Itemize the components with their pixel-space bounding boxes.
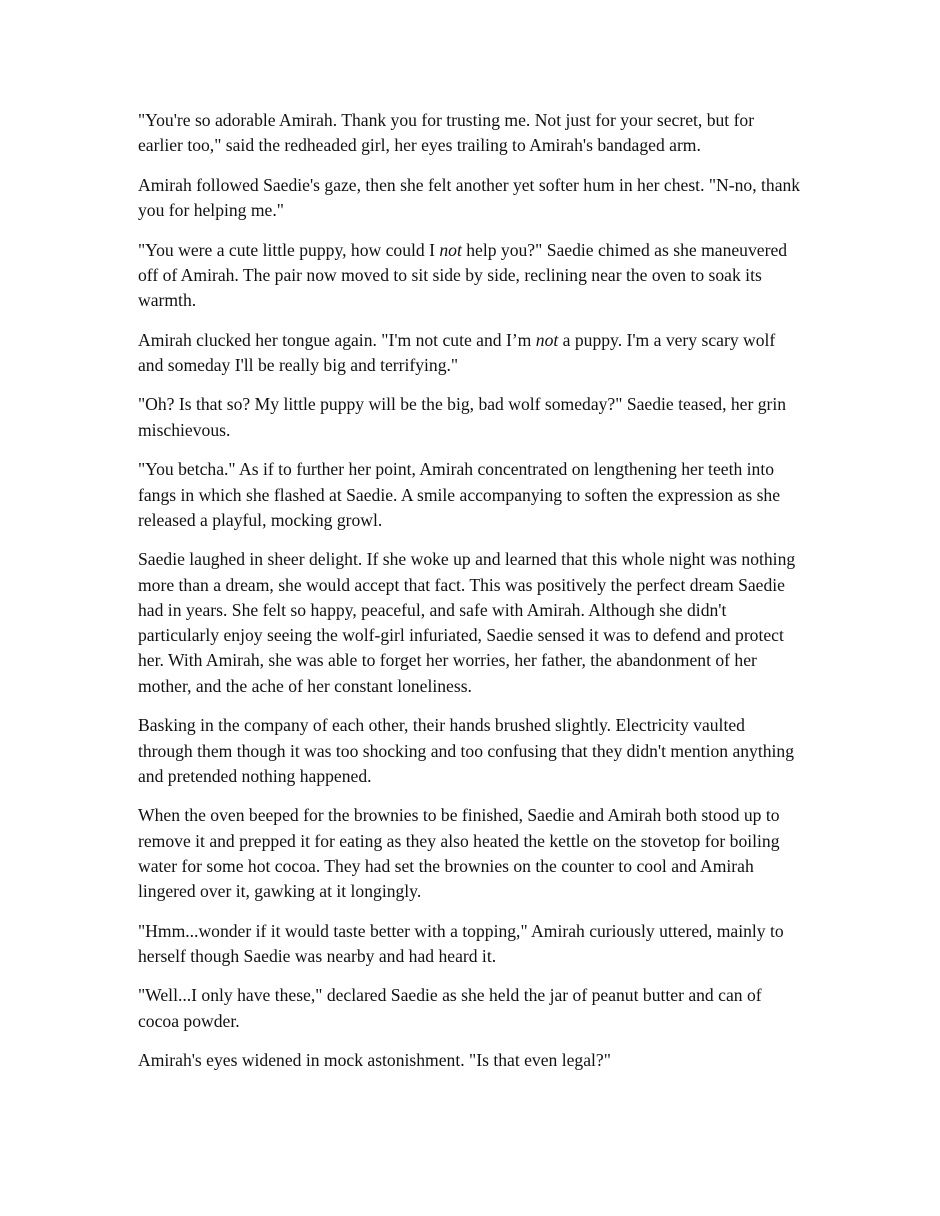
paragraph-4-emphasis: not bbox=[535, 329, 559, 350]
paragraph-7 bbox=[138, 547, 802, 699]
paragraph-10 bbox=[138, 919, 802, 970]
paragraph-4-text-a: Amirah clucked her tongue again. "I'm not cute and I’m bbox=[138, 329, 536, 350]
paragraph-11 bbox=[138, 983, 802, 1034]
paragraph-5 bbox=[138, 392, 802, 443]
paragraph-2 bbox=[138, 173, 802, 224]
paragraph-4-text-b: a puppy. I'm a very scary wolf and someday I'll be really big and terrifying." bbox=[138, 329, 776, 375]
document-page bbox=[138, 108, 802, 1088]
paragraph-3 bbox=[138, 238, 802, 314]
paragraph-6-text: "You betcha." As if to further her point, Amirah concentrated on lengthening her teeth into fangs in which she flashed at Saedie. A smile accompanying to soften the expression as she released a playful, mocking growl. bbox=[138, 459, 781, 530]
paragraph-8-text: Basking in the company of each other, their hands brushed slightly. Electricity vaulted through them though it was too shocking and too confusing that they didn't mention anything and pretended nothing happened. bbox=[138, 715, 795, 786]
paragraph-3-text-b: help you?" Saedie chimed as she maneuvered off of Amirah. The pair now moved to sit side by side, reclining near the oven to soak its warmth. bbox=[138, 239, 788, 311]
paragraph-8 bbox=[138, 713, 802, 789]
paragraph-3-text-a: "You were a cute little puppy, how could I bbox=[138, 239, 440, 260]
paragraph-1 bbox=[138, 108, 802, 159]
paragraph-12-text: Amirah's eyes widened in mock astonishment. "Is that even legal?" bbox=[138, 1050, 611, 1071]
paragraph-7-text: Saedie laughed in sheer delight. If she woke up and learned that this whole night was nothing more than a dream, she would accept that fact. This was positively the perfect dream Saedie had in years. She felt so happy, peaceful, and safe with Amirah. Although she didn't particularly enjoy seeing the wolf-girl infuriated, Saedie sensed it was to defend and protect her. With Amirah, she was able to forget her worries, her father, the abandonment of her mother, and the ache of her constant loneliness. bbox=[138, 549, 796, 696]
paragraph-9-text: When the oven beeped for the brownies to be finished, Saedie and Amirah both stood up to remove it and prepped it for eating as they also heated the kettle on the stovetop for boiling water for some hot cocoa. They had set the brownies on the counter to cool and Amirah lingered over it, gawking at it longingly. bbox=[138, 805, 780, 902]
paragraph-3-emphasis: not bbox=[439, 239, 462, 260]
paragraph-12 bbox=[138, 1048, 802, 1073]
paragraph-2-text: Amirah followed Saedie's gaze, then she felt another yet softer hum in her chest. "N-no, thank you for helping me." bbox=[138, 174, 801, 221]
paragraph-1-text: "You're so adorable Amirah. Thank you for trusting me. Not just for your secret, but for earlier too," said the redheaded girl, her eyes trailing to Amirah's bandaged arm. bbox=[138, 110, 755, 156]
paragraph-11-text: "Well...I only have these," declared Saedie as she held the jar of peanut butter and can of cocoa powder. bbox=[138, 985, 762, 1031]
paragraph-5-text: "Oh? Is that so? My little puppy will be the big, bad wolf someday?" Saedie teased, her grin mischievous. bbox=[138, 394, 787, 440]
paragraph-9 bbox=[138, 803, 802, 904]
paragraph-10-text: "Hmm...wonder if it would taste better with a topping," Amirah curiously uttered, mainly to herself though Saedie was nearby and had heard it. bbox=[138, 920, 784, 966]
paragraph-6 bbox=[138, 457, 802, 533]
paragraph-4 bbox=[138, 328, 802, 379]
